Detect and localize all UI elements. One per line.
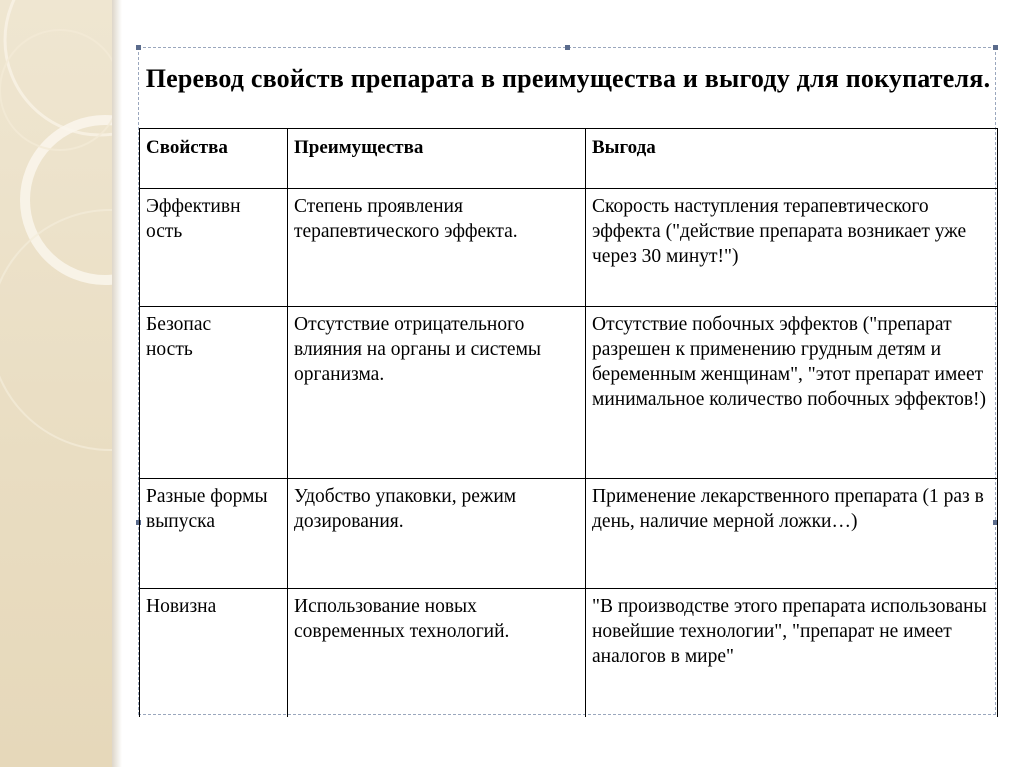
table-row bbox=[140, 479, 998, 589]
decorative-side-panel bbox=[0, 0, 112, 767]
properties-table bbox=[139, 128, 998, 717]
table-row bbox=[140, 189, 998, 307]
cell-property: Эффективн ость bbox=[140, 189, 288, 307]
cell-advantage: Отсутствие отрицательного влияния на органы и системы организма. bbox=[288, 307, 586, 479]
side-panel-shadow bbox=[112, 0, 122, 767]
cell-property: Новизна bbox=[140, 589, 288, 717]
table-row bbox=[140, 307, 998, 479]
header-properties: Свойства bbox=[140, 129, 288, 189]
resize-handle-top-left[interactable] bbox=[136, 45, 141, 50]
table-row bbox=[140, 589, 998, 717]
resize-handle-top-middle[interactable] bbox=[565, 45, 570, 50]
cell-property: Разные формы выпуска bbox=[140, 479, 288, 589]
resize-handle-top-right[interactable] bbox=[993, 45, 998, 50]
cell-advantage: Удобство упаковки, режим дозирования. bbox=[288, 479, 586, 589]
cell-advantage: Использование новых современных технологий. bbox=[288, 589, 586, 717]
slide-content-frame[interactable] bbox=[138, 47, 996, 715]
cell-benefit: Применение лекарственного препарата (1 раз в день, наличие мерной ложки…) bbox=[586, 479, 998, 589]
cell-benefit: Скорость наступления терапевтического эффекта ("действие препарата возникает уже через 30 минут!") bbox=[586, 189, 998, 307]
header-benefit: Выгода bbox=[586, 129, 998, 189]
header-advantages: Преимущества bbox=[288, 129, 586, 189]
cell-advantage: Степень проявления терапевтического эффекта. bbox=[288, 189, 586, 307]
slide-title: Перевод свойств препарата в преимущества и выгоду для покупателя. bbox=[145, 64, 991, 93]
cell-benefit: Отсутствие побочных эффектов ("препарат разрешен к применению грудным детям и беременным женщинам", "этот препарат имеет минимальное количество побочных эффектов!) bbox=[586, 307, 998, 479]
cell-property: Безопас ность bbox=[140, 307, 288, 479]
table-header-row bbox=[140, 129, 998, 189]
cell-benefit: "В производстве этого препарата использованы новейшие технологии", "препарат не имеет аналогов в мире" bbox=[586, 589, 998, 717]
decorative-circles bbox=[0, 0, 112, 767]
